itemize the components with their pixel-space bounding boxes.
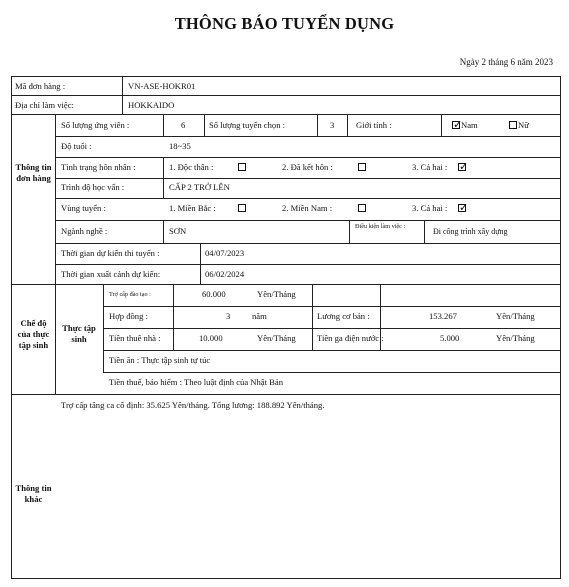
- single-checkbox[interactable]: [238, 163, 246, 171]
- applicants-label: Số lượng ứng viên :: [61, 120, 130, 130]
- intern-sub-label: Thực tập sinh: [62, 323, 96, 344]
- utilities-unit: Yên/Tháng: [496, 333, 535, 343]
- contract-label: Hợp đồng :: [109, 311, 148, 321]
- education-value: CẤP 2 TRỞ LÊN: [169, 182, 230, 192]
- condition-value: Đi công trình xây dựng: [433, 227, 508, 236]
- female-checkbox[interactable]: [509, 121, 517, 129]
- region-both-checkbox[interactable]: [458, 201, 469, 214]
- exam-date-value: 04/07/2023: [205, 248, 245, 258]
- region-label: Vùng tuyển :: [61, 203, 106, 213]
- age-value: 18~35: [169, 141, 191, 151]
- utilities-value: 5.000: [440, 333, 460, 343]
- base-salary-value: 153.267: [429, 311, 457, 321]
- marital-both-label: 3. Cả hai :: [412, 162, 448, 172]
- training-allowance-value: 60.000: [202, 289, 226, 299]
- rent-unit: Yên/Tháng: [257, 333, 296, 343]
- checkmark-icon: ✓: [459, 201, 469, 214]
- notice-date: Ngày 2 tháng 6 năm 2023: [459, 57, 553, 67]
- marital-both-checkbox[interactable]: [458, 160, 469, 173]
- exam-date-label: Thời gian dự kiến thi tuyển :: [61, 248, 160, 258]
- departure-label: Thời gian xuất cảnh dự kiến:: [61, 269, 161, 279]
- education-label: Trình độ học vấn :: [61, 182, 125, 192]
- training-allowance-unit: Yên/Tháng: [257, 289, 296, 299]
- job-label: Ngành nghề :: [61, 226, 108, 236]
- gender-label: Giới tính :: [356, 120, 392, 130]
- recruitment-table: [11, 76, 561, 579]
- order-no-value: VN-ASE-HOKR01: [128, 81, 196, 91]
- base-salary-label: Lương cơ bản :: [317, 311, 370, 321]
- workplace-value: HOKKAIDO: [128, 100, 175, 110]
- order-no-label: Mã đơn hàng :: [15, 81, 66, 91]
- selected-value: 3: [330, 120, 335, 130]
- meals-info: Tiền ăn : Thực tập sinh tự túc: [109, 355, 211, 365]
- departure-value: 06/02/2024: [205, 269, 245, 279]
- utilities-label: Tiền ga điện nước :: [317, 333, 384, 343]
- benefits-section-label: Chế độ của thực tập sinh: [17, 318, 50, 350]
- base-salary-unit: Yên/Tháng: [496, 311, 535, 321]
- married-checkbox[interactable]: [358, 163, 366, 171]
- checkmark-icon: ✓: [459, 160, 469, 173]
- other-info-text: Trợ cấp tăng ca cố định: 35.625 Yên/tháng. Tổng lương: 188.892 Yên/tháng.: [61, 400, 325, 410]
- female-label: Nữ: [518, 120, 529, 130]
- order-info-section-label: Thông tin đơn hàng: [15, 162, 52, 183]
- married-label: 2. Đã kết hôn :: [282, 162, 333, 172]
- checkmark-icon: ✓: [453, 118, 463, 131]
- condition-label: Điều kiện làm việc :: [355, 223, 406, 230]
- male-checkbox[interactable]: [452, 118, 463, 131]
- tax-insurance-info: Tiền thuế, bảo hiểm : Theo luật định của Nhật Bản: [109, 377, 283, 387]
- page-title: THÔNG BÁO TUYỂN DỤNG: [174, 14, 395, 33]
- training-allowance-label: Trợ cấp đào tạo :: [109, 291, 151, 298]
- applicants-value: 6: [181, 120, 186, 130]
- region-both-label: 3. Cả hai :: [412, 203, 448, 213]
- other-info-section-label: Thông tin khác: [15, 483, 52, 504]
- north-checkbox[interactable]: [238, 204, 246, 212]
- age-label: Độ tuổi :: [61, 141, 92, 151]
- contract-value: 3: [226, 311, 231, 321]
- south-label: 2. Miền Nam :: [282, 203, 333, 213]
- job-value: SƠN: [169, 226, 187, 236]
- north-label: 1. Miền Bắc :: [169, 203, 216, 213]
- rent-value: 10.000: [199, 333, 223, 343]
- marital-label: Tình trạng hôn nhân :: [61, 162, 136, 172]
- male-label: Nam: [461, 120, 478, 130]
- single-label: 1. Độc thân :: [169, 162, 214, 172]
- selected-label: Số lượng tuyển chọn :: [209, 120, 286, 130]
- south-checkbox[interactable]: [358, 204, 366, 212]
- contract-unit: năm: [252, 311, 267, 321]
- rent-label: Tiền thuê nhà :: [109, 333, 161, 343]
- workplace-label: Địa chỉ làm việc:: [15, 100, 74, 110]
